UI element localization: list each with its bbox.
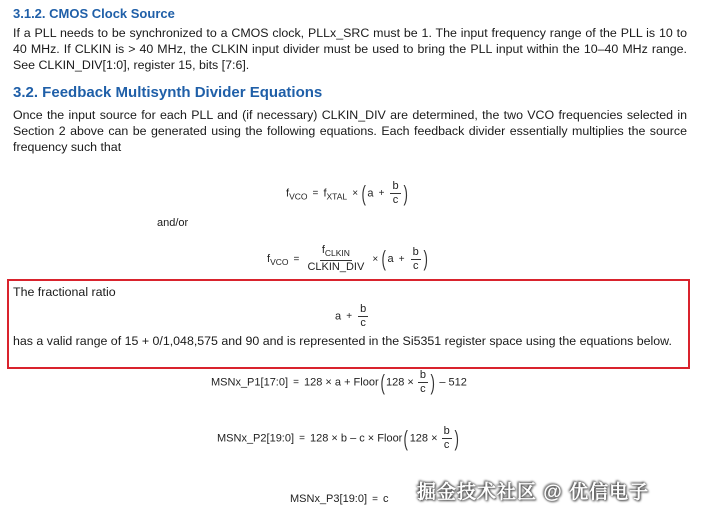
- equation-fvco-xtal: [286, 181, 409, 206]
- p2-right-paren: ): [454, 425, 459, 451]
- p1-term3: – 512: [439, 376, 467, 389]
- p1-b: b: [419, 369, 426, 381]
- p3-rhs: c: [383, 493, 389, 505]
- p3-equals: =: [372, 494, 378, 505]
- p2-equals: =: [299, 433, 305, 445]
- equation-msnx-p2: [217, 426, 460, 451]
- eq2-right-paren: ): [423, 246, 428, 271]
- and-or-text: and/or: [157, 217, 189, 229]
- eq1-times: ×: [352, 188, 359, 200]
- fractional-ratio-equation: [335, 304, 369, 329]
- p1-lhs: MSNx_P1[17:0]: [211, 376, 289, 389]
- valid-range-paragraph: has a valid range of 15 + 0/1,048,575 and 90 and is represented in the Si5351 register space using the equations below.: [13, 334, 672, 348]
- eq2-times: ×: [372, 253, 379, 265]
- eq2-fraction: [411, 247, 421, 272]
- section-heading-cmos-clock: 3.1.2. CMOS Clock Source: [13, 6, 175, 21]
- p2-left-paren: (: [403, 425, 409, 451]
- eq2-num: f: [321, 244, 325, 256]
- watermark-text: 掘金技术社区 @ 优信电子: [417, 482, 650, 503]
- ratio-a: a: [335, 310, 342, 323]
- fractional-ratio-label: The fractional ratio: [13, 285, 116, 299]
- eq2-c: c: [412, 259, 419, 272]
- eq1-a: a: [367, 187, 374, 200]
- cmos-clock-paragraph: If a PLL needs to be synchronized to a CMOS clock, PLLx_SRC must be 1. The input frequency range of the PLL is 10 to 40 MHz. If CLKIN is > 40 MHz, the CLKIN input divider must be used to bring the PLL input within the 10–40 MHz range. See CLKIN_DIV[1:0], register 15, bits [7:6].: [13, 26, 687, 72]
- p1-term1: 128 × a + Floor: [304, 376, 379, 389]
- p1-fraction: [418, 370, 428, 395]
- eq2-plus: +: [398, 253, 405, 265]
- feedback-multisynth-paragraph: Once the input source for each PLL and (if necessary) CLKIN_DIV are determined, the two VCO frequencies selected in Section 2 above can be generated using the following equations. Each feedback divider essentially multiplies the source frequency such that: [13, 108, 687, 154]
- eq1-b: b: [392, 180, 399, 192]
- eq1-plus: +: [378, 188, 385, 200]
- p2-b: b: [443, 425, 450, 437]
- eq2-num-sub: CLKIN: [324, 248, 350, 258]
- eq1-lhs: f: [286, 187, 290, 200]
- p1-c: c: [420, 383, 426, 395]
- p1-left-paren: (: [380, 369, 385, 395]
- eq2-den: CLKIN_DIV: [307, 261, 365, 273]
- eq2-b: b: [412, 245, 419, 258]
- eq2-lhs-sub: VCO: [270, 256, 289, 267]
- section-heading-feedback-multisynth: 3.2. Feedback Multisynth Divider Equations: [13, 84, 323, 101]
- eq1-fraction: [390, 181, 400, 206]
- p1-equals: =: [293, 377, 299, 389]
- p2-term2: 128 ×: [409, 432, 438, 445]
- eq1-rhs-sub: XTAL: [326, 191, 348, 202]
- ratio-b: b: [360, 303, 367, 315]
- equation-msnx-p3: [290, 493, 389, 505]
- eq1-c: c: [392, 194, 399, 206]
- equation-fvco-clkin: [267, 245, 429, 273]
- eq2-clkin-fraction: [305, 245, 366, 273]
- p2-fraction: [442, 426, 452, 451]
- p1-right-paren: ): [430, 369, 435, 395]
- eq1-right-paren: ): [403, 180, 408, 206]
- ratio-fraction: [358, 304, 368, 329]
- p2-c: c: [443, 439, 450, 451]
- p2-lhs: MSNx_P2[19:0]: [217, 432, 295, 445]
- equation-msnx-p1: [211, 370, 467, 395]
- ratio-plus: +: [346, 311, 353, 323]
- eq1-equals: =: [312, 188, 319, 200]
- p2-term1: 128 × b – c × Floor: [310, 432, 403, 445]
- eq1-left-paren: (: [361, 180, 366, 206]
- eq2-lhs: f: [267, 252, 271, 265]
- eq1-rhs: f: [323, 187, 327, 200]
- p1-term2: 128 ×: [385, 376, 414, 389]
- p3-lhs: MSNx_P3[19:0]: [290, 493, 368, 505]
- eq2-equals: =: [293, 253, 300, 265]
- eq2-a: a: [387, 252, 394, 265]
- ratio-c: c: [360, 317, 366, 329]
- eq1-lhs-sub: VCO: [289, 191, 308, 202]
- eq2-left-paren: (: [381, 246, 387, 271]
